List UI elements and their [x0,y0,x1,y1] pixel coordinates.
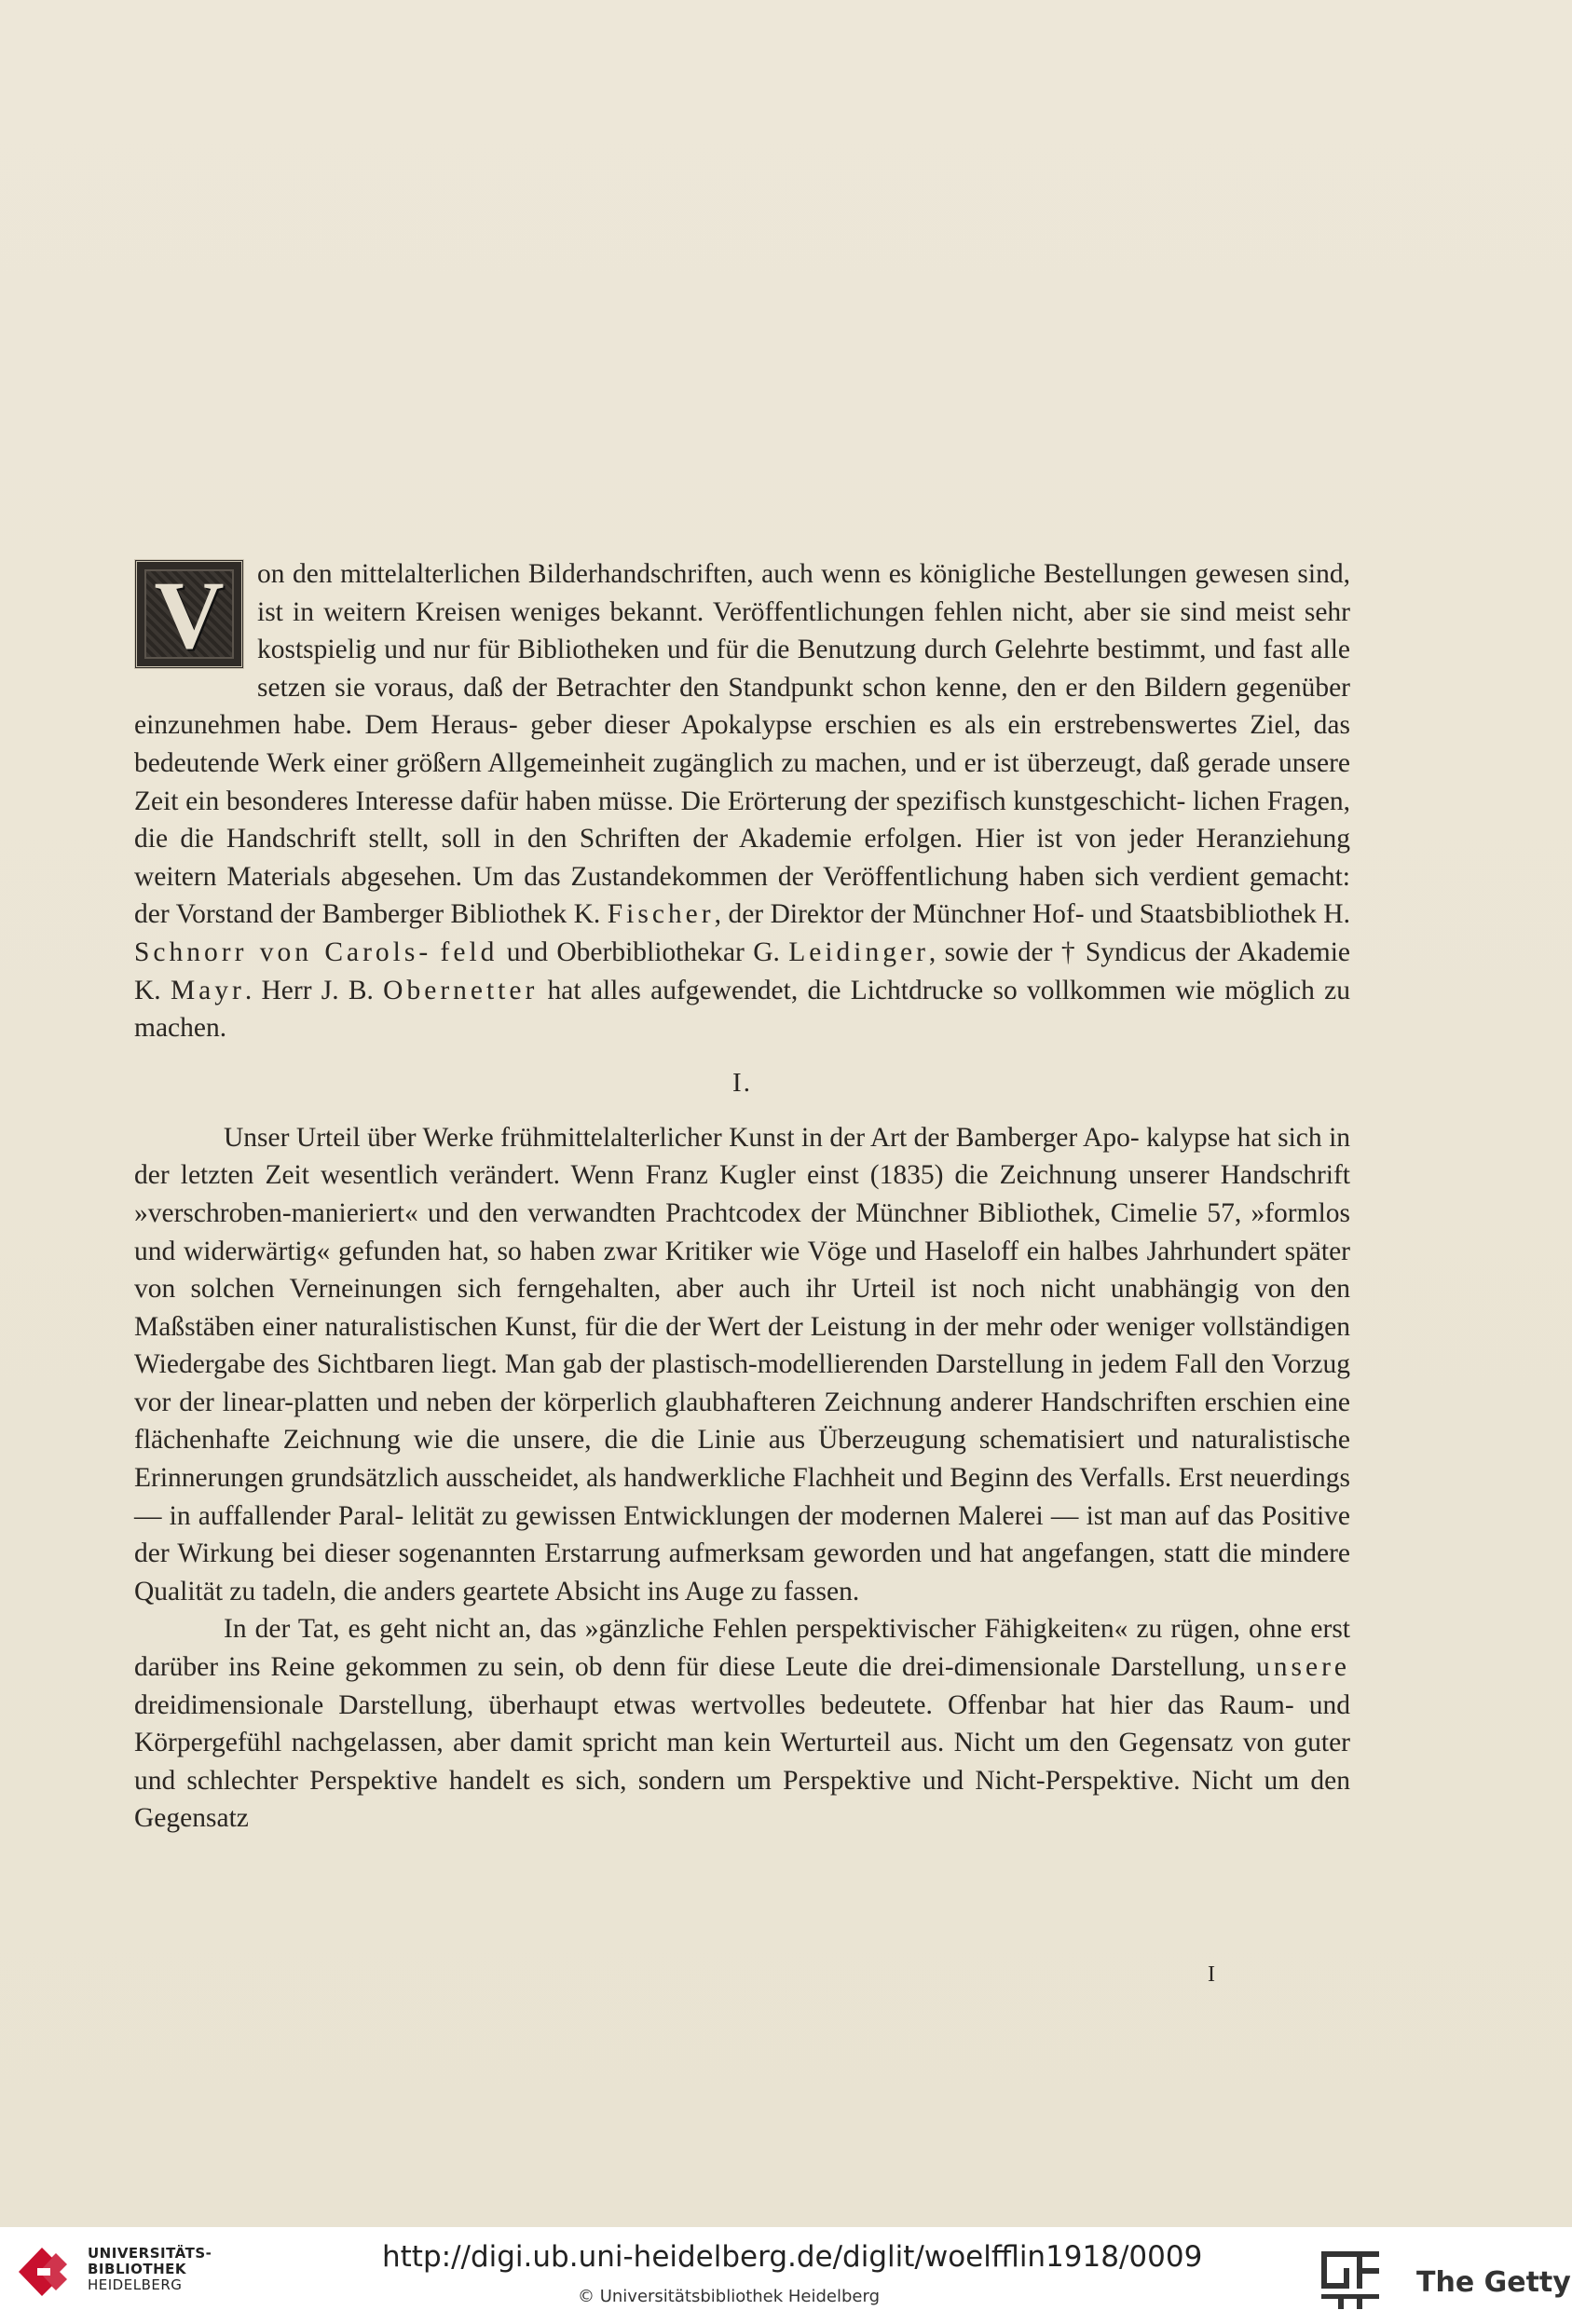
library-line: BIBLIOTHEK [88,2261,186,2277]
para2-line: kalypse hat sich in der letzten Zeit wesentlich verändert. Wenn Franz Kugler einst (1835) [134,1122,1351,1191]
intro-line: lichen Fragen, die die Handschrift stellt, soll in den Schriften der Akademie erfolgen. Hier [134,786,1351,854]
library-line: UNIVERSITÄTS- [88,2245,212,2262]
para2-line: Wirkung bei dieser sogenannten Erstarrung aufmerksam geworden und hat angefangen, statt [177,1538,1210,1569]
name-obernetter: Obernetter [383,975,539,1005]
para2-line: der Münchner Bibliothek, Cimelie 57, »formlos und widerwärtig« gefunden hat, so haben [134,1197,1350,1266]
permalink-url[interactable]: http://digi.ub.uni-heidelberg.de/diglit/woelfflin1918/0009 [382,2240,1203,2274]
name-schnorr: Schnorr von Carols- [134,936,432,967]
section-number: I. [732,1067,752,1098]
intro-text: , sowie der † Syndicus der Akademie K. [134,936,1351,1005]
intro-line: gewesen sind, ist in weitern Kreisen weniges bekannt. Veröffentlichungen fehlen [257,559,1350,627]
intro-line: Veröffentlichung haben sich verdient gemacht: der Vorstand der Bamberger Bibliothek K. [134,861,1350,930]
intro-line: größern Allgemeinheit zugänglich zu machen, und er ist überzeugt, daß gerade unsere Zeit [134,747,1350,816]
para2-line: Überzeugung schematisiert und naturalistische Erinnerungen grundsätzlich ausscheidet, als [134,1425,1350,1494]
intro-line: ist von jeder Heranziehung weitern Materials abgesehen. Um das Zustandekommen der [134,824,1351,892]
intro-line: geber dieser Apokalypse erschien es als ein erstrebenswertes Ziel, das bedeutende Werk einer [134,710,1350,778]
paragraph-3 [134,1610,1350,1838]
intro-line: on den mittelalterlichen Bilderhandschriften, auch wenn es königliche Bestellungen [257,559,1187,589]
intro-text: zu machen. [134,975,1350,1044]
initial-letter: V [154,562,225,669]
intro-text: . [244,975,253,1005]
getty-name: The Getty [1416,2266,1571,2299]
library-name [88,2246,212,2293]
name-schnorr-cont: feld [440,936,499,967]
intro-text: Herr J. B. [261,975,384,1005]
intro-text: und Oberbibliothekar G. [498,936,789,967]
para2-line: handwerkliche Flachheit und Beginn des Verfalls. Erst neuerdings — in auffallender Paral- [134,1463,1350,1531]
para3-text: In der Tat, es geht nicht an, das »gänzliche Fehlen perspektivischer Fähigkeiten« zu rügen, ohne erst darüber ins Reine gekommen zu sein, ob denn für diese Leute die drei-dimensionale Darstellung, [134,1614,1350,1683]
footer-bar [0,2227,1572,2324]
intro-line: ein besonderes Interesse dafür haben müsse. Die Erörterung der spezifisch kunstgeschicht- [185,786,1186,816]
para2-line: zwar Kritiker wie Vöge und Haseloff ein halbes Jahrhundert später von solchen Verneinungen [134,1236,1351,1305]
ornamental-initial [134,559,244,669]
para2-line: Unser Urteil über Werke frühmittelalterlicher Kunst in der Art der Bamberger Apo- [224,1122,1140,1153]
intro-paragraph [134,555,1350,1047]
intro-line: Benutzung durch Gelehrte bestimmt, und fast alle setzen sie voraus, daß der Betrachter den [257,635,1350,703]
intro-text: , der Direktor der Münchner Hof- und Staatsbibliothek H. [714,899,1350,930]
ub-heidelberg-logo-icon[interactable] [9,2238,75,2305]
para2-line: sich ferngehalten, aber auch ihr Urteil ist noch nicht unabhängig von den Maßstäben einer [134,1274,1350,1342]
intro-line: nicht, aber sie sind meist sehr kostspielig und nur für Bibliotheken und für die [257,596,1350,665]
intro-line: Standpunkt schon kenne, den er den Bildern gegenüber einzunehmen habe. Dem Heraus- [134,672,1350,741]
para2-line: lelität zu gewissen Entwicklungen der modernen Malerei — ist man auf das Positive der [134,1500,1351,1569]
getty-logo-icon[interactable] [1319,2249,1381,2311]
para2-line: die Zeichnung unserer Handschrift »verschroben-manieriert« und den verwandten Prachtcodex [134,1160,1351,1228]
para3-text: dreidimensionale Darstellung, überhaupt etwas wertvolles bedeutete. Offenbar hat hier das Raum- und Körpergefühl nachgelassen, aber damit spricht man kein Werturteil aus. Nicht um den Gegensatz von guter und schlechter Perspektive handelt es sich, sondern um Perspektive und Nicht-Perspektive. Nicht um den Gegensatz [134,1689,1350,1834]
text-block [134,555,1350,1838]
intro-text: hat alles aufgewendet, die Lichtdrucke so vollkommen wie möglich [538,975,1315,1005]
name-mayr: Mayr [170,975,245,1005]
para2-line: Fall den Vorzug vor der linear-platten und neben der körperlich glaubhafteren Zeichnung [134,1349,1350,1417]
emphasis-unsere: unsere [1256,1652,1350,1683]
page-number: I [1208,1962,1215,1987]
para2-line: die mindere Qualität zu tadeln, die anders geartete Absicht ins Auge zu fassen. [134,1538,1351,1606]
name-leidinger: Leidinger [788,936,929,967]
library-line: HEIDELBERG [88,2276,183,2293]
para2-line: naturalistischen Kunst, für die der Wert der Leistung in der mehr oder weniger vollständigen [324,1311,1350,1342]
para2-line: Wiedergabe des Sichtbaren liegt. Man gab der plastisch-modellierenden Darstellung in jedem [134,1349,1168,1380]
para2-line: anderer Handschriften erschien eine flächenhafte Zeichnung wie die unsere, die die Linie aus [134,1387,1350,1456]
name-fischer: Fischer [607,899,715,930]
paragraph-2 [134,1119,1350,1611]
copyright-notice: © Universitätsbibliothek Heidelberg [578,2287,881,2306]
